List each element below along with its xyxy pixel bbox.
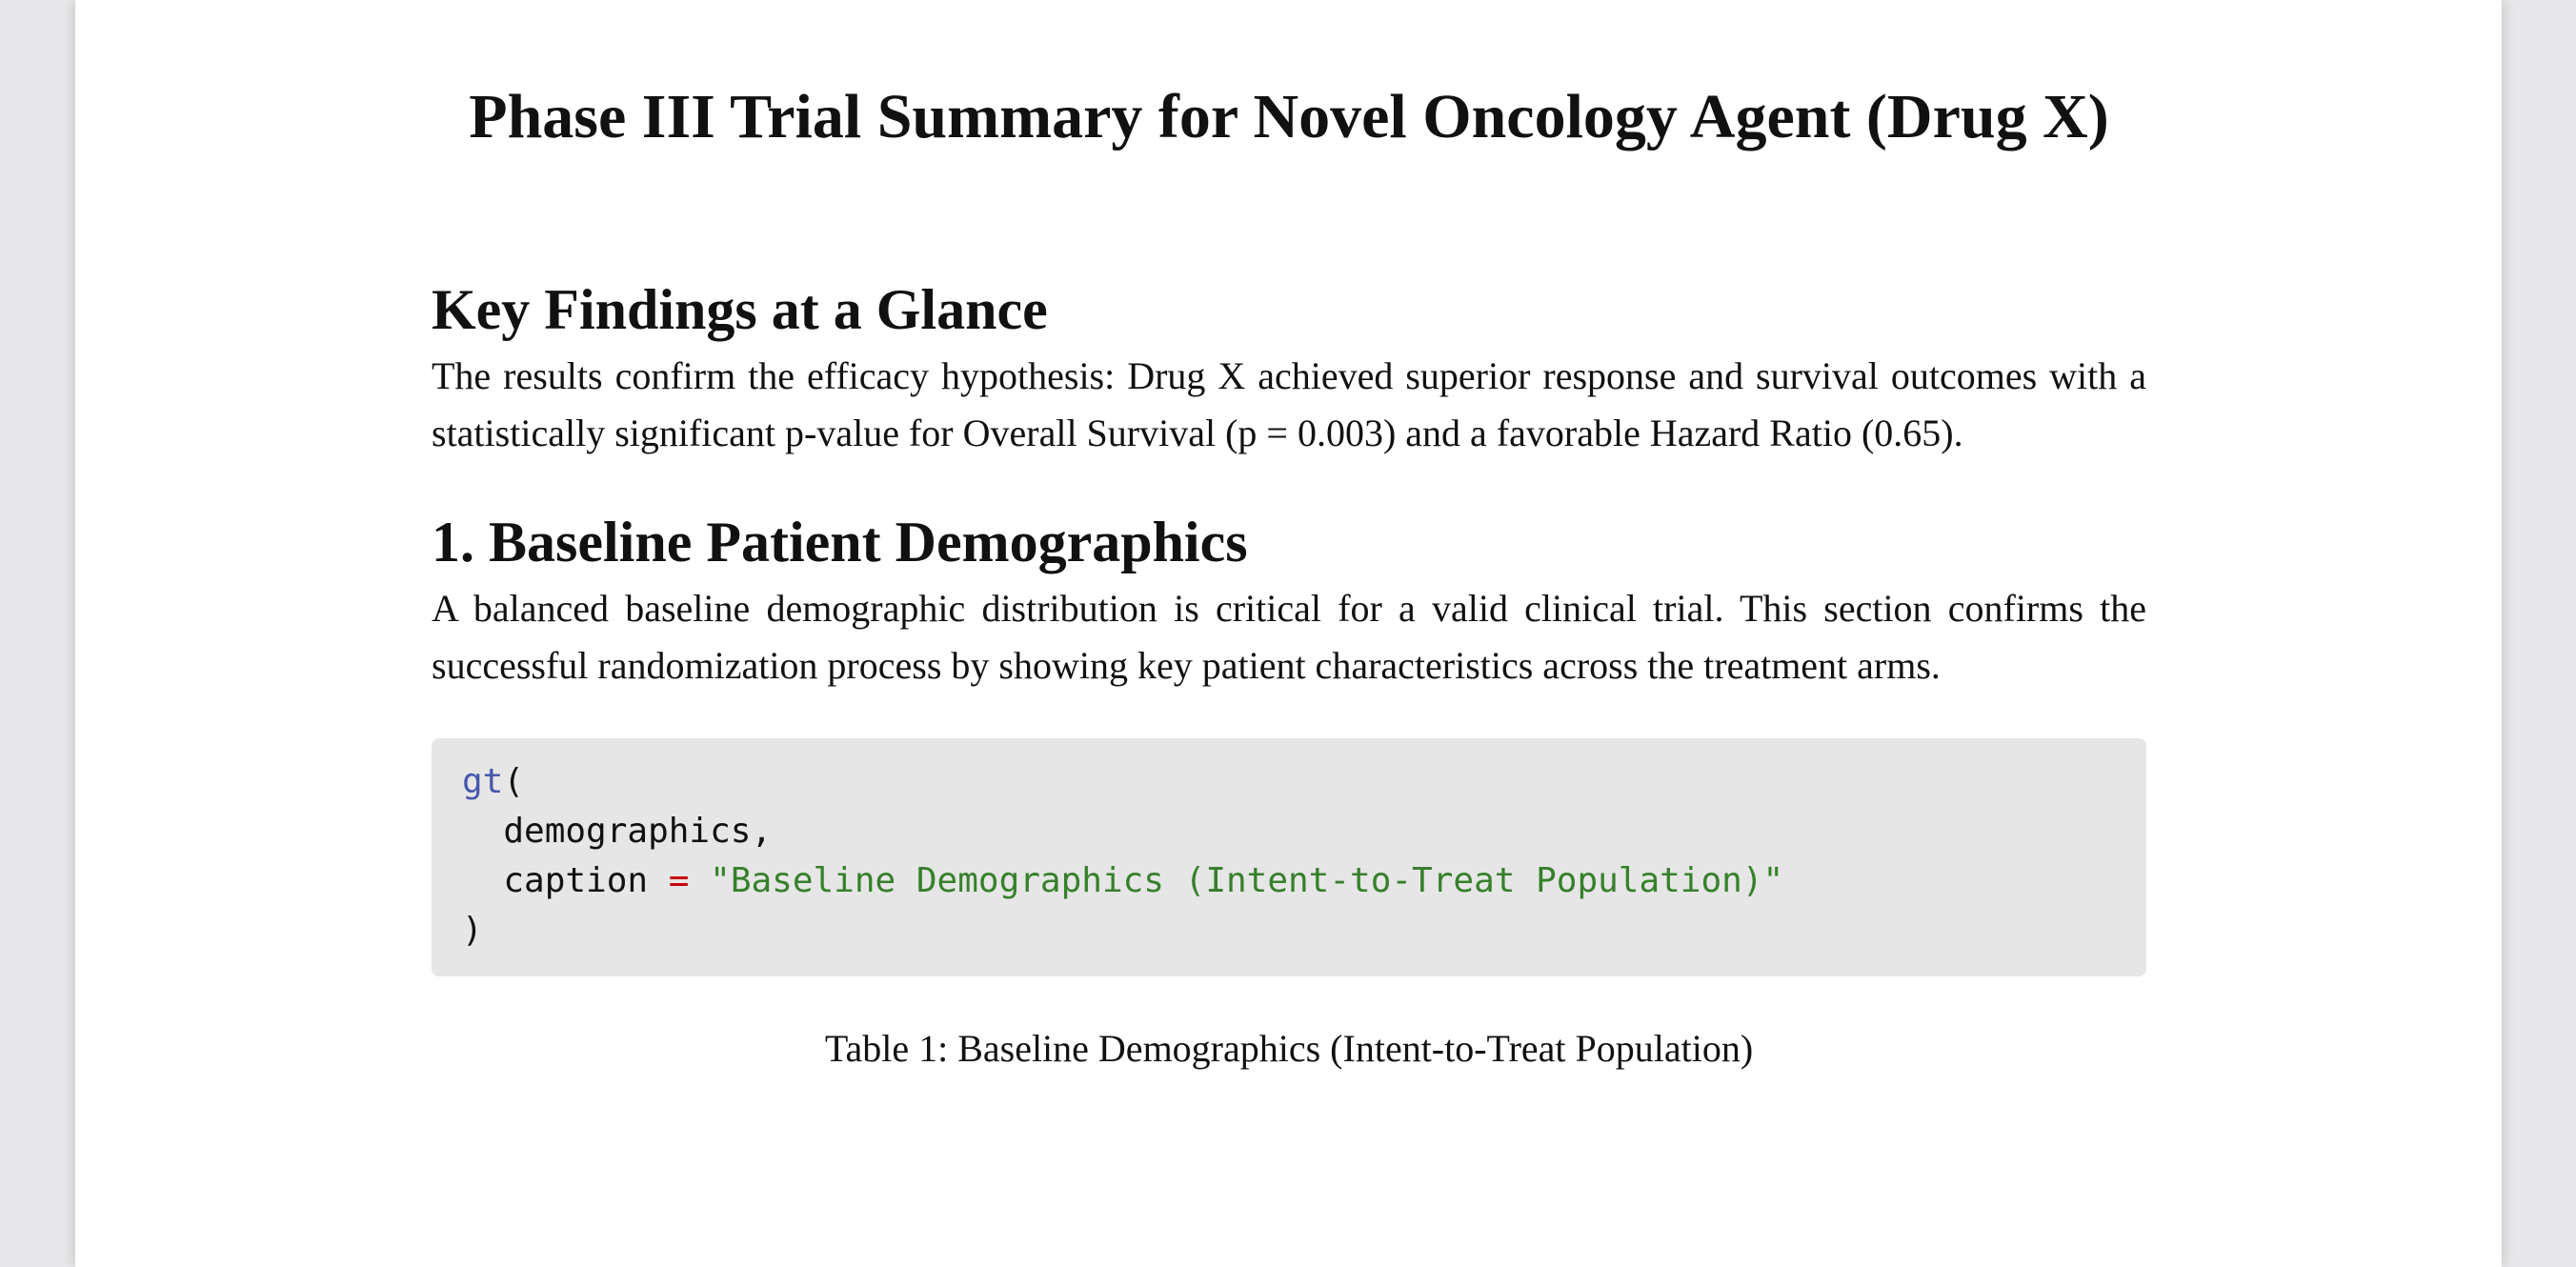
code-block[interactable] bbox=[432, 738, 2146, 976]
code-function-name: gt bbox=[462, 762, 504, 801]
code-open-paren: ( bbox=[503, 762, 525, 801]
code-line-3 bbox=[462, 856, 2116, 906]
code-string-literal: "Baseline Demographics (Intent-to-Treat Population)" bbox=[710, 861, 1784, 900]
section-heading-baseline-demographics: 1. Baseline Patient Demographics bbox=[432, 511, 1248, 573]
baseline-demographics-paragraph: A balanced baseline demographic distribution is critical for a valid clinical trial. This section confirms the successful randomization process by showing key patient characteristics across the treatment arms. bbox=[432, 587, 2146, 687]
table-caption: Table 1: Baseline Demographics (Intent-to-Treat Population) bbox=[824, 1027, 1754, 1070]
code-line-2 bbox=[462, 807, 2116, 856]
section-heading-key-findings: Key Findings at a Glance bbox=[432, 278, 1048, 341]
code-line-1 bbox=[462, 757, 2116, 807]
code-operator: = bbox=[668, 861, 690, 900]
document-title: Phase III Trial Summary for Novel Oncology Agent (Drug X) bbox=[469, 82, 2109, 151]
key-findings-paragraph: The results confirm the efficacy hypothesis: Drug X achieved superior response and survival outcomes with a statistically significant p-value for Overall Survival (p = 0.003) and a favorable Hazard Ratio (0.65). bbox=[432, 354, 2146, 454]
code-line-4 bbox=[462, 906, 2116, 955]
code-arg-data: demographics, bbox=[503, 812, 773, 851]
code-arg-name: caption bbox=[503, 861, 649, 900]
document-page bbox=[75, 0, 2502, 1267]
document-content bbox=[432, 0, 2146, 1077]
code-close-paren: ) bbox=[462, 911, 483, 950]
